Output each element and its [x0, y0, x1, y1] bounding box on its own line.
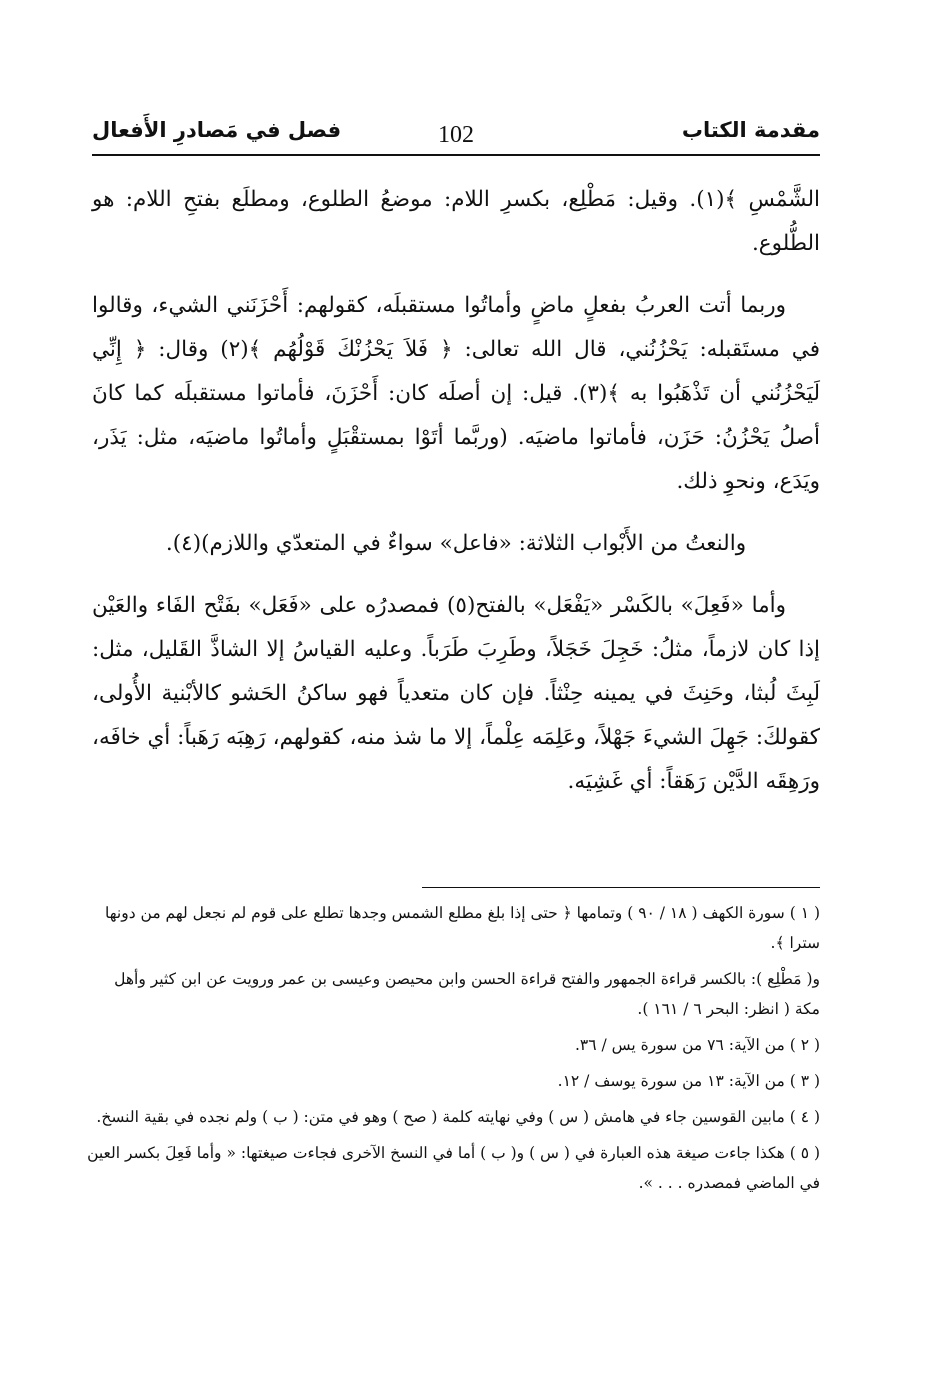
footnote-5: ( ٥ ) هكذا جاءت صيغة هذه العبارة في ( س ) و( ب ) أما في النسخ الآخرى فجاءت صيغتها: « وأما فَعِلَ بكسر العين في الماضي فمصدره . . . ». — [87, 1144, 820, 1192]
header-rule — [92, 154, 820, 156]
paragraph-3: والنعتُ من الأَبْواب الثلاثة: «فاعل» سواءٌ في المتعدّي واللازم)(٤). — [165, 531, 747, 556]
paragraph-1: الشَّمْسِ ﴾(١). وقيل: مَطْلِع، بكسرِ اللام: موضعُ الطلوع، ومطلَع بفتحِ اللام: هو الطُّلوع. — [92, 187, 820, 256]
footnote-1: ( ١ ) سورة الكهف ( ١٨ / ٩٠ ) وتمامها ﴿ حتى إذا بلغ مطلع الشمس وجدها تطلع على قوم لم نجعل لهم من دونها سترا ﴾. — [105, 904, 820, 952]
header-chapter-title: مقدمة الكتاب — [681, 118, 820, 142]
footnote-3: ( ٣ ) من الآية: ١٣ من سورة يوسف / ١٢. — [557, 1072, 820, 1090]
footnotes — [86, 898, 820, 1204]
footnote-4: ( ٤ ) مابين القوسين جاء في هامش ( س ) وفي نهايته كلمة ( صح ) وهو في متن: ( ب ) ولم نجده في بقية النسخ. — [96, 1108, 820, 1126]
running-header — [92, 112, 820, 156]
footnote-2: ( ٢ ) من الآية: ٧٦ من سورة يس / ٣٦. — [574, 1036, 820, 1054]
paragraph-4: وأما «فَعِلَ» بالكَسْر «يَفْعَل» بالفتح(٥) فمصدرُه على «فَعَل» بفَتْح الفَاء والعَيْن إذا كان لازماً، مثلُ: خَجِلَ خَجَلاً، وطَرِبَ طَرَباً. وعليه القياسُ إلا الشاذَّ القَليل، مثل: لَبِثَ لُبثا، وحَنِثَ في يمينه حِنْثاً. فإن كان متعدياً فهو ساكنُ الحَشو كالأبْنية الأُولى، كقولكَ: جَهِلَ الشيءَ جَهْلاً، وعَلِمَه عِلْماً، إلا ما شذ منه، كقولهم، رَهِبَه رَهَباً: أي خافَه، ورَهِقَه الدَّيْن رَهَقاً: أي غَشِيَه. — [92, 593, 820, 794]
page-number: 102 — [438, 122, 474, 148]
footnote-separator — [422, 887, 820, 888]
footnote-1-continued: و( مَطْلِع ): بالكسر قراءة الجمهور والفتح قراءة الحسن وابن محيصن وعيسى بن عمر ورويت عن ابن كثير وأهل مكة ( انظر: البحر ٦ / ١٦١ ). — [114, 970, 820, 1018]
main-text — [92, 178, 820, 822]
paragraph-2: وربما أتت العربُ بفعلٍ ماضٍ وأماتُوا مستقبلَه، كقولهم: أَحْزَنَني الشيء، وقالوا في مستَقبله: يَحْزُنُني، قال الله تعالى: ﴿ فَلاَ يَحْزُنْكَ قَوْلُهُم ﴾(٢) وقال: ﴿ إِنِّي لَيَحْزُنُني أن تَذْهَبُوا به ﴾(٣). قيل: إن أصلَه كان: أَحْزَنَ، فأماتوا مستقبلَه كما كانَ أصلُ يَحْزُنُ: حَزَن، فأماتوا ماضيَه. (وربَّما أتَوْا بمستقْبَلٍ وأماتُوا ماضيَه، مثل: يَذَر، ويَدَع، ونحوِ ذلك. — [92, 293, 820, 494]
header-section-title: فصل في مَصادرِ الأَفعال — [92, 118, 342, 142]
